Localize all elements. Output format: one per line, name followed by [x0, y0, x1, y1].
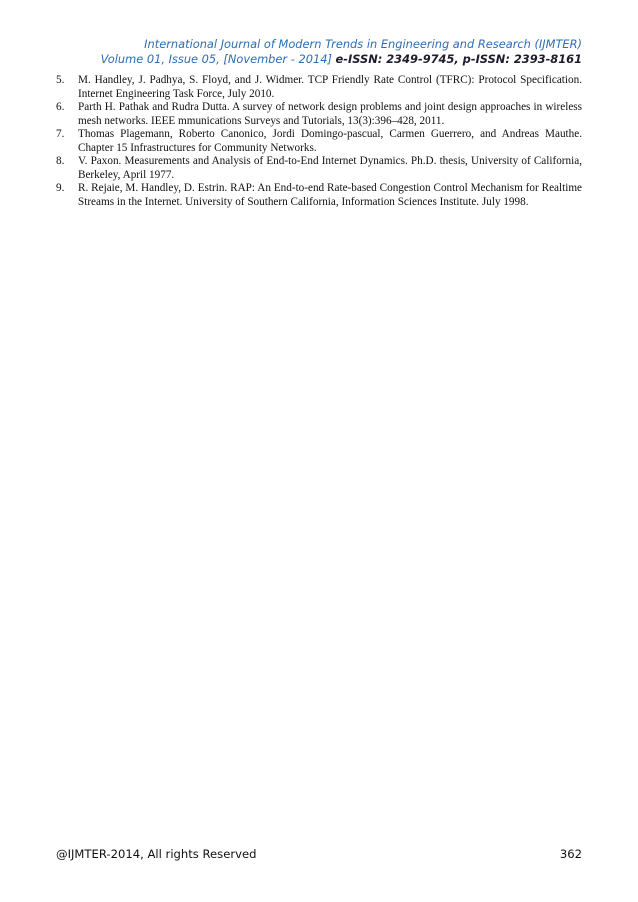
reference-item [56, 128, 582, 155]
reference-number: 5. [56, 74, 65, 86]
reference-item [56, 74, 582, 101]
page-number: 362 [559, 847, 582, 861]
reference-text: Thomas Plagemann, Roberto Canonico, Jordi Domingo-pascual, Carmen Guerrero, and Andreas Mauthe. Chapter 15 Infrastructures for Community Networks. [78, 128, 582, 154]
reference-text: V. Paxon. Measurements and Analysis of End-to-End Internet Dynamics. Ph.D. thesis, University of California, Berkeley, April 1977. [78, 155, 582, 181]
page-footer [56, 847, 582, 861]
issn-info: e-ISSN: 2349-9745, p-ISSN: 2393-8161 [335, 52, 582, 66]
copyright-notice: @IJMTER-2014, All rights Reserved [56, 847, 257, 861]
volume-info: Volume 01, Issue 05, [November - 2014] [100, 52, 332, 66]
reference-item [56, 155, 582, 182]
journal-header [42, 37, 582, 67]
reference-item [56, 101, 582, 128]
journal-title: International Journal of Modern Trends in Engineering and Research (IJMTER) [144, 37, 582, 51]
reference-text: Parth H. Pathak and Rudra Dutta. A survey of network design problems and joint design approaches in wireless mesh networks. IEEE mmunications Surveys and Tutorials, 13(3):396–428, 2011. [78, 101, 582, 127]
reference-list [56, 74, 582, 209]
reference-text: M. Handley, J. Padhya, S. Floyd, and J. Widmer. TCP Friendly Rate Control (TFRC): Protocol Specification. Internet Engineering Task Force, July 2010. [78, 74, 582, 100]
reference-number: 9. [56, 182, 65, 194]
reference-number: 6. [56, 101, 65, 113]
journal-issue-line [42, 52, 582, 67]
reference-number: 8. [56, 155, 65, 167]
reference-number: 7. [56, 128, 65, 140]
reference-item [56, 182, 582, 209]
reference-text: R. Rejaie, M. Handley, D. Estrin. RAP: An End-to-end Rate-based Congestion Control Mechanism for Realtime Streams in the Internet. University of Southern California, Information Sciences Institute. July 1998. [78, 182, 582, 208]
